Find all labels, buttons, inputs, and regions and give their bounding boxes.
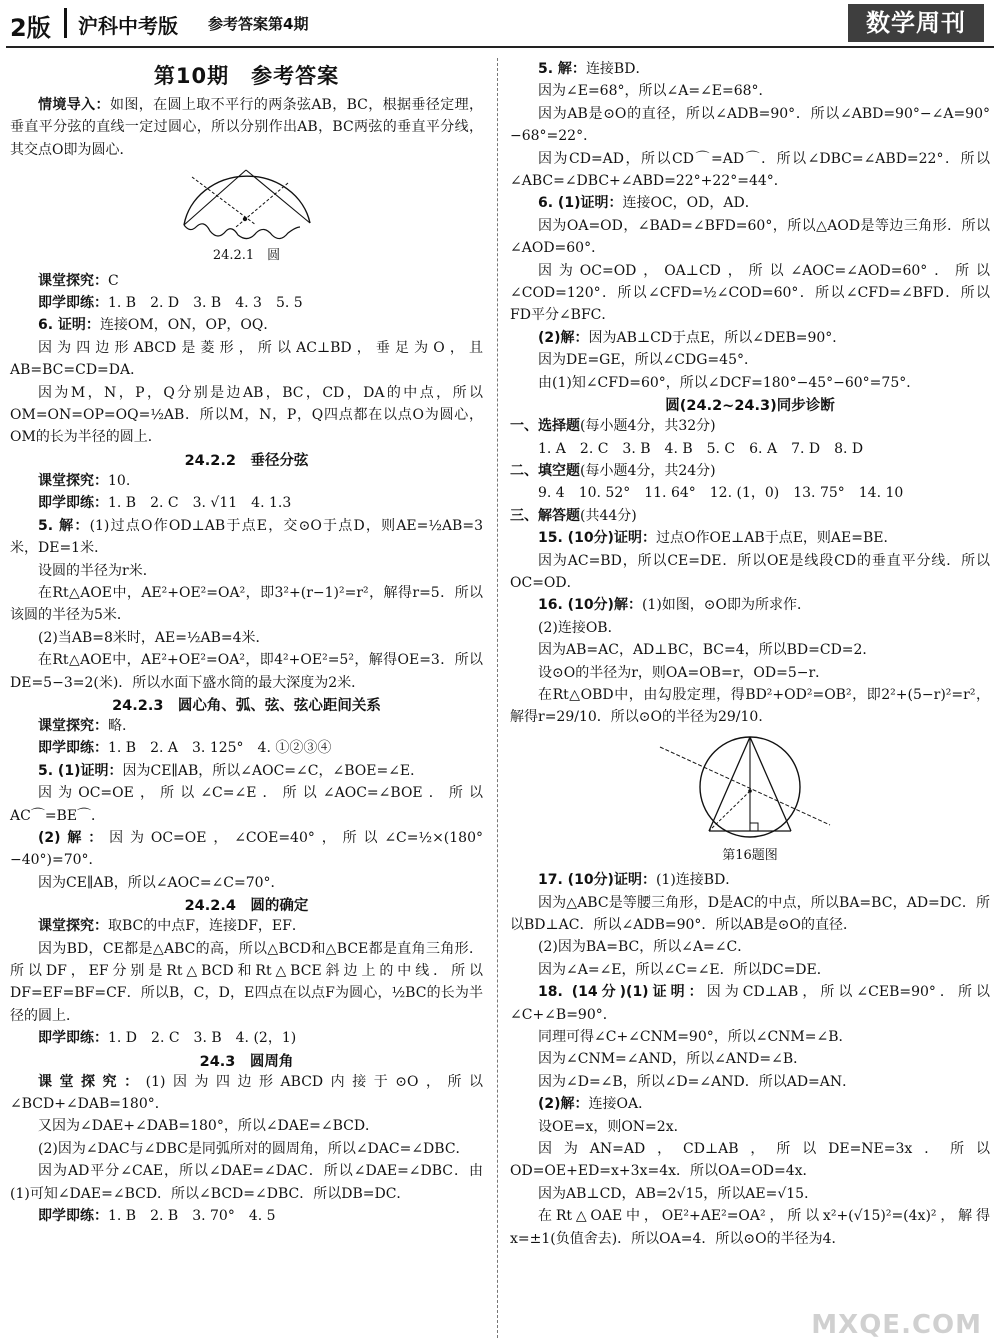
q18-h: 在Rt△OAE中，OE²+AE²=OA²，所以x²+(√15)²=(4x)²，解得x=±1(负值舍去)．所以OA=4．所以⊙O的半径为4．: [510, 1208, 990, 1247]
section-title-24-2-3: 24.2.3 圆心角、弧、弦、弦心距间关系: [112, 697, 381, 714]
q18-c: 因为∠D=∠B，所以∠D=∠AND．所以AD=AN．: [538, 1073, 857, 1090]
q5: 5. 解：连接BD．: [538, 61, 650, 77]
section-title-24-2-2: 24.2.2 垂径分弦: [184, 452, 309, 469]
page-title: 第10期 参考答案: [153, 64, 340, 88]
q5-b: 因为AB是⊙O的直径，所以∠ADB=90°．所以∠ABD=90°−∠A=90°−68°=22°．: [510, 105, 990, 145]
q15-a: 因为AC=BD，所以CE=DE．所以OE是线段CD的垂直平分线．所以OC=OD．: [510, 552, 990, 591]
q18: 18. (14分)(1)证明：因为CD⊥AB，所以∠CEB=90°．所以∠C+∠B=90°．: [510, 984, 990, 1023]
s2-problem5: 5. 解：(1)过点O作OD⊥AB于点E，交⊙O于点D，则AE=½AB=3米，DE=1米．: [10, 517, 483, 557]
q16-c: 设⊙O的半径为r，则OA=OB=r，OD=5−r．: [538, 664, 830, 681]
s5-practice: 即学即练：1. B 2. B 3. 70° 4. 5: [38, 1208, 276, 1225]
figure-16-diagram: [655, 731, 845, 845]
s5-explore-c: 因为AD平分∠CAE，所以∠DAE=∠DAC．所以∠DAE=∠DBC．由(1)可知∠DAE=∠BCD．所以∠BCD=∠DBC．所以DB=DC．: [10, 1163, 483, 1202]
s3-problem5-c: 因为CE∥AB，所以∠AOC=∠C=70°．: [38, 874, 285, 891]
column-divider: [497, 58, 498, 1338]
issue-subtitle: 参考答案第4期: [208, 15, 309, 33]
s3-problem5-a: 因为OC=OE，所以∠C=∠E．所以∠AOC=∠BOE．所以AC⌒=BE⌒．: [10, 785, 483, 824]
q15: 15. (10分)证明：过点O作OE⊥AB于点E，则AE=BE．: [538, 530, 898, 547]
brand-badge: 数学周刊: [848, 4, 984, 42]
s2-problem5-d: (2)当AB=8米时，AE=½AB=4米．: [38, 629, 270, 646]
solve-section: 三、解答题(共44分): [510, 507, 637, 524]
s2-practice: 即学即练：1. B 2. C 3. √11 4. 1.3: [38, 495, 292, 512]
q6: 6. (1)证明：连接OC，OD，AD．: [538, 195, 759, 212]
q17-c: 因为∠A=∠E，所以∠C=∠E．所以DC=DE．: [538, 961, 831, 978]
header-divider: [64, 8, 67, 38]
s2-problem5-c: 在Rt△AOE中，AE²+OE²=OA²，即3²+(r−1)²=r²，解得r=5．所以该圆的半径为5米．: [10, 584, 483, 624]
s2-problem5-e: 在Rt△AOE中，AE²+OE²=OA²，即4²+OE²=5²，解得OE=3．所以DE=5−3=2(米)．所以水面下盛水筒的最大深度为2米．: [10, 652, 483, 691]
s3-explore: 课堂探究：略.: [38, 717, 127, 734]
q16: 16. (10分)解：(1)如图，⊙O即为所求作．: [538, 597, 812, 614]
section-title-24-2-4: 24.2.4 圆的确定: [184, 898, 309, 915]
s4-practice: 即学即练：1. D 2. C 3. B 4. (2，1): [38, 1030, 297, 1047]
s3-problem5-b: (2)解：因为OC=OE，∠COE=40°，所以∠C=½×(180°−40°)=70°．: [10, 829, 483, 869]
s1-problem6: 6. 证明：连接OM，ON，OP，OQ．: [38, 317, 278, 334]
q18-a: 同理可得∠C+∠CNM=90°，所以∠CNM=∠B．: [538, 1029, 853, 1046]
q16-d: 在Rt△OBD中，由勾股定理，得BD²+OD²=OB²，即2²+(5−r)²=r²，解得r=29/10．所以⊙O的半径为29/10．: [510, 686, 990, 726]
circle-center-figure: [172, 163, 322, 245]
q6-c: (2)解：因为AB⊥CD于点E，所以∠DEB=90°．: [538, 329, 847, 346]
q17-a: 因为△ABC是等腰三角形，D是AC的中点，所以BA=BC，AD=DC．所以BD⊥AC．所以∠ADB=90°．所以AB是⊙O的直径．: [510, 894, 990, 933]
fill-answers: 9. 4 10. 52° 11. 64° 12. (1，0) 13. 75° 14. 10: [538, 485, 904, 502]
s2-explore: 课堂探究：10.: [38, 472, 131, 489]
section-title-24-3: 24.3 圆周角: [199, 1053, 294, 1070]
page-header: [0, 0, 1000, 46]
q18-d: (2)解：连接OA．: [538, 1096, 653, 1113]
s5-explore: 课堂探究：(1)因为四边形ABCD内接于⊙O，所以∠BCD+∠DAB=180°．: [10, 1073, 484, 1113]
s5-explore-b: (2)因为∠DAC与∠DBC是同弧所对的圆周角，所以∠DAC=∠DBC．: [38, 1140, 470, 1157]
figure-caption-24-2-1: 24.2.1 圆: [212, 248, 281, 264]
q17: 17. (10分)证明：(1)连接BD．: [538, 872, 740, 889]
q18-f: 因为AN=AD，CD⊥AB，所以DE=NE=3x．所以OD=OE+ED=x+3x=4x．所以OA=OD=4x．: [510, 1141, 990, 1180]
s1-problem6-a: 因为四边形ABCD是菱形，所以AC⊥BD，垂足为O，且AB=BC=CD=DA．: [10, 339, 483, 379]
right-column: [510, 58, 990, 1250]
q16-a: (2)连接OB．: [538, 619, 622, 636]
left-column: [10, 58, 483, 1227]
q18-g: 因为AB⊥CD，AB=2√15，所以AE=√15．: [538, 1185, 819, 1202]
edition-label: 2版: [10, 14, 51, 42]
q18-e: 设OE=x，则ON=2x．: [538, 1118, 688, 1135]
figure-16-caption: 第16题图: [722, 847, 778, 863]
q16-b: 因为AB=AC，AD⊥BC，BC=4，所以BD=CD=2．: [538, 642, 877, 659]
s5-explore-a: 又因为∠DAE+∠DAB=180°，所以∠DAE=∠BCD．: [38, 1118, 380, 1135]
q5-a: 因为∠E=68°，所以∠A=∠E=68°．: [538, 83, 773, 100]
s3-problem5: 5. (1)证明：因为CE∥AB，所以∠AOC=∠C，∠BOE=∠E．: [38, 762, 425, 779]
q6-d: 因为DE=GE，所以∠CDG=45°．: [538, 352, 758, 369]
s1-problem6-b: 因为M，N，P，Q分别是边AB，BC，CD，DA的中点，所以OM=ON=OP=OQ=½AB．所以M，N，P，Q四点都在以点O为圆心，OM的长为半径的圆上．: [10, 384, 483, 446]
s1-explore: 课堂探究：C: [38, 272, 119, 289]
s3-practice: 即学即练：1. B 2. A 3. 125° 4. ①②③④: [38, 740, 332, 757]
edition-title: 沪科中考版: [78, 14, 178, 38]
q5-c: 因为CD=AD，所以CD⌒=AD⌒．所以∠DBC=∠ABD=22°．所以∠ABC=∠DBC+∠ABD=22°+22°=44°．: [510, 150, 990, 190]
q6-a: 因为OA=OD，∠BAD=∠BFD=60°，所以△AOD是等边三角形．所以∠AOD=60°．: [510, 217, 990, 257]
q6-b: 因为OC=OD，OA⊥CD，所以∠AOC=∠AOD=60°．所以∠COD=120°．所以∠CFD=½∠COD=60°．所以∠CFD=∠BFD．所以FD平分∠BFC．: [510, 262, 990, 324]
q18-b: 因为∠CNM=∠AND，所以∠AND=∠B．: [538, 1051, 808, 1068]
header-rule: [6, 46, 994, 48]
s2-problem5-b: 设圆的半径为r米．: [38, 562, 157, 579]
fill-section: 二、填空题(每小题4分，共24分): [510, 462, 716, 479]
s4-explore-a: 因为BD，CE都是△ABC的高，所以△BCD和△BCE都是直角三角形．所以DF，EF分别是Rt△BCD和Rt△BCE斜边上的中线．所以DF=EF=BF=CF．所以B，C，D，E四点在以点F为圆心，½BC的长为半径的圆上．: [10, 940, 483, 1024]
s4-explore: 课堂探究：取BC的中点F，连接DF，EF．: [38, 918, 306, 935]
choice-section: 一、选择题(每小题4分，共32分): [510, 418, 716, 435]
intro-paragraph: 情境导入：如图，在圆上取不平行的两条弦AB，BC，根据垂径定理，垂直平分弦的直线一定过圆心，所以分别作出AB，BC两弦的垂直平分线，其交点O即为圆心．: [10, 97, 483, 158]
s1-practice: 即学即练：1. B 2. D 3. B 4. 3 5. 5: [38, 295, 303, 312]
watermark: MXQE.COM: [811, 1310, 982, 1340]
q17-b: (2)因为BA=BC，所以∠A=∠C．: [538, 939, 752, 956]
diagnosis-title: 圆(24.2~24.3)同步诊断: [665, 398, 835, 415]
choice-answers: 1. A 2. C 3. B 4. B 5. C 6. A 7. D 8. D: [538, 440, 864, 457]
q6-e: 由(1)知∠CFD=60°，所以∠DCF=180°−45°−60°=75°．: [538, 374, 921, 391]
